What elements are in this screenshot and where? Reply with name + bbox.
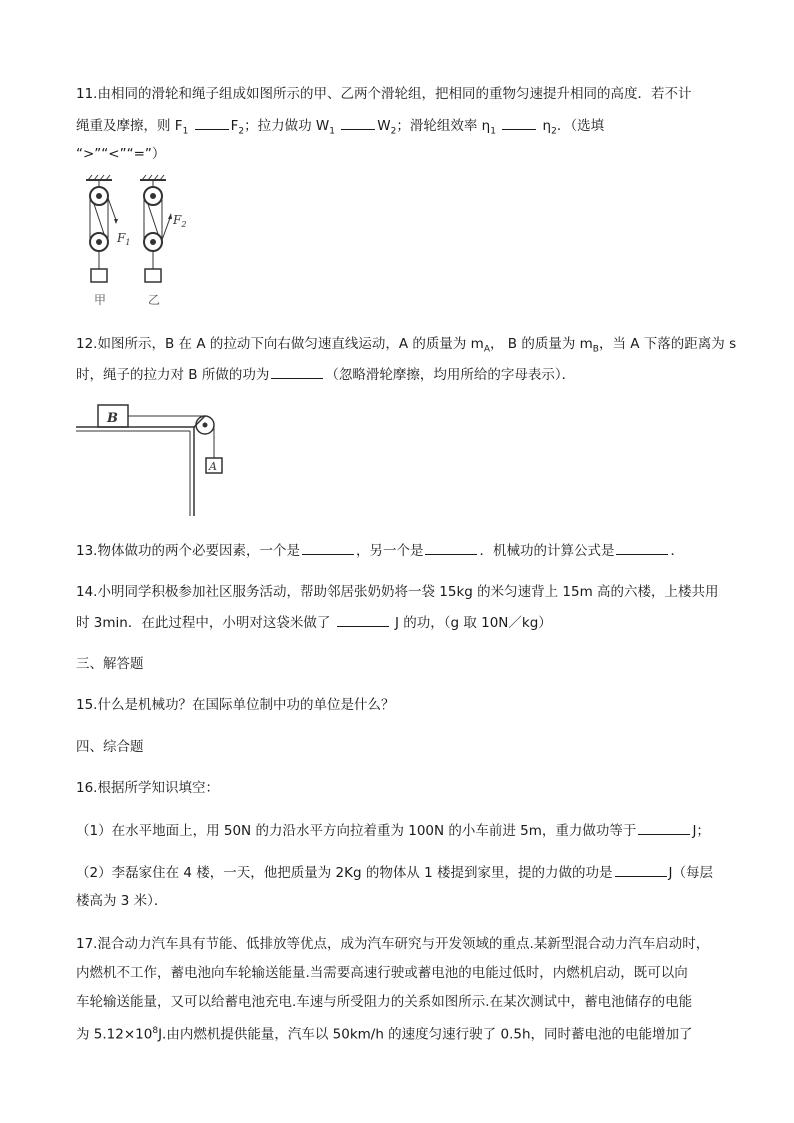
subscript: 2: [551, 126, 557, 137]
q13-text-part: ．: [670, 543, 684, 559]
answer-blank-w[interactable]: [341, 115, 375, 130]
figure-label-left: 甲: [94, 293, 107, 307]
q14-text-part: J 的功，（g 取 10N／kg）: [394, 615, 552, 631]
q12-text-part: ， B 的质量为 m: [489, 336, 593, 352]
answer-blank-formula[interactable]: [616, 540, 668, 555]
q14-text-part: 时 3min．在此过程中，小明对这袋米做了: [76, 615, 331, 631]
q11-line2: [76, 115, 726, 142]
answer-blank-work[interactable]: [271, 364, 323, 379]
q12-line2: [76, 364, 726, 385]
q14-text: 14.小明同学积极参加社区服务活动，帮助邻居张奶奶将一袋 15kg 的米匀速背上 15m 高的六楼，上楼共用: [76, 584, 719, 600]
q17-line1: [76, 934, 726, 954]
q13-text-part: ，另一个是: [355, 543, 424, 559]
answer-blank-gravity-work[interactable]: [638, 820, 690, 835]
q13-line: [76, 540, 726, 561]
q16-text-part: （2）李磊家住在 4 楼，一天，他把质量为 2Kg 的物体从 1 楼提到家里，提的力做的功是: [76, 865, 613, 881]
q16-intro: [76, 778, 726, 798]
q12-text-part: ，当 A 下落的距离为 s: [598, 336, 737, 352]
q16-part2-cont: [76, 891, 726, 911]
q13-text-part: 13.物体做功的两个必要因素，一个是: [76, 543, 300, 559]
section-heading-4: [76, 737, 726, 757]
q11-text-part: ；滑轮组效率 η: [396, 118, 491, 134]
pulley-system-figure: [80, 174, 200, 314]
q11-text-part: F: [230, 118, 239, 134]
answer-blank-eta[interactable]: [502, 115, 536, 130]
force-label-f1: $F_1$: [117, 231, 131, 247]
answer-blank-factor2[interactable]: [425, 540, 477, 555]
ceiling-left: [86, 175, 112, 180]
q12-line1: [76, 334, 737, 360]
weight-right: [145, 269, 161, 282]
q13-text-part: ．机械功的计算公式是: [479, 543, 615, 559]
weight-left: [91, 269, 107, 282]
subscript: B: [592, 344, 599, 355]
section-heading-3: [76, 654, 726, 674]
subscript: 1: [329, 126, 335, 137]
q17-text: 内燃机不工作，蓄电池向车轮输送能量.当需要高速行驶或蓄电池的电能过低时，内燃机启动，既可以向: [76, 965, 688, 981]
q17-text-part: J.由内燃机提供能量，汽车以 50km/h 的速度匀速行驶了 0.5h，同时蓄电池的电能增加了: [158, 1026, 693, 1043]
q17-text-part: 为 5.12×10: [76, 1026, 153, 1043]
q17-line3: [76, 992, 726, 1012]
table-pulley-figure: [74, 396, 244, 520]
ceiling-right: [140, 175, 166, 180]
force-label-f2: $F_2$: [173, 213, 187, 229]
q14-line2: [76, 612, 726, 633]
q16-text-part: J；: [692, 823, 710, 839]
q11-text-part: W: [377, 118, 391, 134]
subscript: 2: [238, 126, 245, 137]
q15-text: 15.什么是机械功？在国际单位制中功的单位是什么？: [76, 697, 395, 713]
q17-line2: [76, 963, 726, 983]
answer-blank-lift-work[interactable]: [615, 862, 667, 877]
q17-line4: [76, 1021, 726, 1045]
q16-part2: [76, 862, 726, 883]
answer-blank-work-j[interactable]: [337, 612, 389, 627]
subscript: 2: [390, 126, 397, 137]
q16-text-part: J（每层: [668, 865, 714, 881]
q16-text-part: （1）在水平地面上，用 50N 的力沿水平方向拉着重为 100N 的小车前进 5m，重力做功等于: [76, 823, 637, 839]
q11-line3: [76, 144, 726, 164]
block-b-label: B: [107, 411, 118, 426]
subscript: A: [483, 344, 490, 355]
figure-label-right: 乙: [148, 293, 161, 307]
q11-text-part: 绳重及摩擦，则 F: [76, 118, 183, 134]
answer-blank-factor1[interactable]: [302, 540, 354, 555]
q17-text: 17.混合动力汽车具有节能、低排放等优点，成为汽车研究与开发领域的重点.某新型混合动力汽车启动时，: [76, 936, 710, 952]
superscript: 8: [152, 1026, 159, 1036]
q12-text-part: 12.如图所示，B 在 A 的拉动下向右做匀速直线运动，A 的质量为 m: [76, 336, 484, 352]
q11-text: 11.由相同的滑轮和绳子组成如图所示的甲、乙两个滑轮组，把相同的重物匀速提升相同的高度．若不计: [76, 86, 692, 102]
section-title: 三、解答题: [76, 656, 144, 672]
q16-text: 16.根据所学知识填空：: [76, 780, 219, 796]
subscript: 1: [490, 126, 496, 137]
q15-line: [76, 695, 726, 715]
q11-text-part: ；拉力做功 W: [244, 118, 330, 134]
q12-text-part: （忽略滑轮摩擦，均用所给的字母表示）．: [325, 367, 576, 383]
q11-options: “>”“<”“=”）: [76, 146, 166, 162]
q14-line1: [76, 582, 726, 602]
q11-line1: [76, 84, 726, 104]
q17-text: 车轮输送能量，又可以给蓄电池充电.车速与所受阻力的关系如图所示.在某次测试中，蓄电池储存的电能: [76, 994, 693, 1010]
section-title: 四、综合题: [76, 739, 144, 755]
q16-part1: [76, 820, 726, 841]
answer-blank-f[interactable]: [195, 115, 229, 130]
q11-text-part: η: [542, 118, 552, 134]
q12-text-part: 时，绳子的拉力对 B 所做的功为: [76, 367, 270, 383]
q16-text: 楼高为 3 米）．: [76, 893, 168, 909]
subscript: 1: [182, 126, 189, 137]
block-a-label: A: [209, 460, 217, 473]
q11-text-part: ．（选填: [556, 118, 605, 134]
